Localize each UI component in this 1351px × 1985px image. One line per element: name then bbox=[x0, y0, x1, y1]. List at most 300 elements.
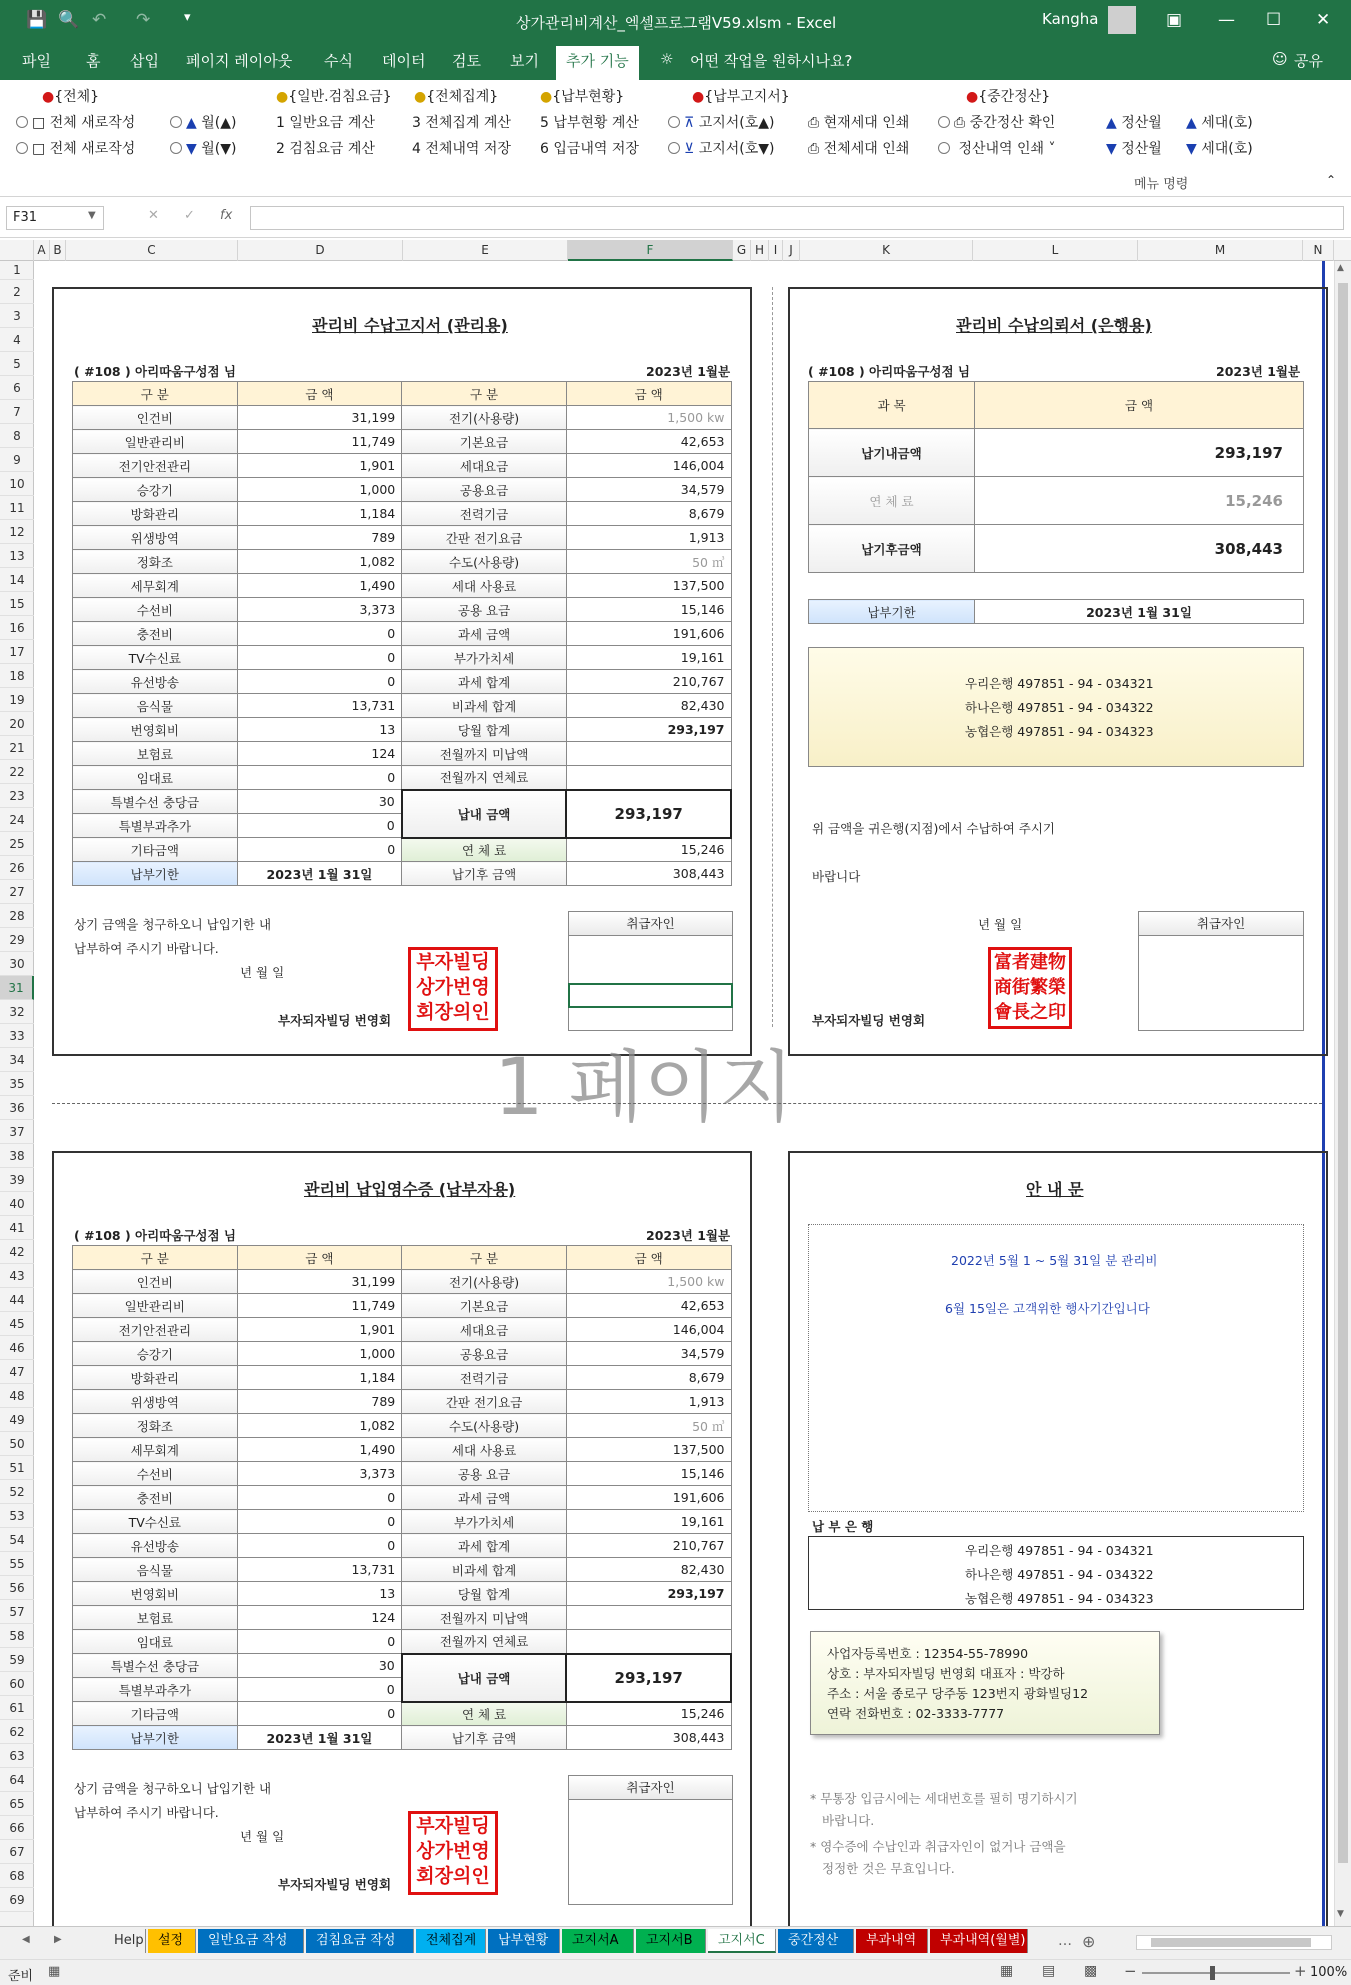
guide-title: 안 내 문 bbox=[1026, 1180, 1084, 1199]
fee-item-label: 승강기 bbox=[73, 478, 238, 502]
zoom-slider[interactable] bbox=[1142, 1972, 1290, 1974]
add-sheet-icon[interactable]: ⊕ bbox=[1082, 1932, 1096, 1951]
table-row bbox=[73, 1462, 732, 1486]
guide-note-1b: 바랍니다. bbox=[822, 1813, 875, 1828]
fee-item-label: 전기안전관리 bbox=[73, 1318, 238, 1342]
utility-item-label: 공용요금 bbox=[402, 1342, 567, 1366]
minimize-icon[interactable]: — bbox=[1218, 10, 1235, 30]
selected-cell-f31[interactable] bbox=[568, 983, 733, 1008]
row-header[interactable]: 11 bbox=[0, 496, 34, 520]
utility-item-amount: 42,653 bbox=[566, 430, 731, 454]
scroll-down-icon[interactable]: ▼ bbox=[1337, 1909, 1344, 1919]
guide-note-1: * 무통장 입금시에는 세대번호를 필히 명기하시기 bbox=[810, 1791, 1078, 1806]
deadline-value: 2023년 1월 31일 bbox=[237, 862, 402, 886]
normal-view-icon[interactable]: ▦ bbox=[1000, 1963, 1014, 1979]
utility-item-amount: 210,767 bbox=[566, 670, 731, 694]
row-header[interactable]: 45 bbox=[0, 1312, 34, 1336]
utility-item-amount: 1,913 bbox=[566, 1390, 731, 1414]
row-header[interactable]: 18 bbox=[0, 664, 34, 688]
utility-item-label: 과세 금액 bbox=[402, 622, 567, 646]
formula-input[interactable] bbox=[250, 206, 1344, 230]
utility-item-label: 세대요금 bbox=[402, 454, 567, 478]
fee-item-amount: 789 bbox=[237, 1390, 402, 1414]
utility-item-label: 기본요금 bbox=[402, 1294, 567, 1318]
sheet-tab[interactable]: 검침요금 작성 bbox=[306, 1929, 414, 1953]
sheet-tab[interactable]: 고지서C bbox=[708, 1929, 776, 1953]
row-header[interactable]: 51 bbox=[0, 1456, 34, 1480]
fee-item-amount: 31,199 bbox=[237, 406, 402, 430]
bank-r1-label: 납기내금액 bbox=[809, 429, 975, 477]
stamp-line: 商街繁榮 bbox=[994, 977, 1066, 998]
fee-item-amount: 124 bbox=[237, 742, 402, 766]
fee-item-label: 기타금액 bbox=[73, 1702, 238, 1726]
col-header-j[interactable]: J bbox=[783, 240, 800, 261]
row-header[interactable]: 50 bbox=[0, 1432, 34, 1456]
row-header[interactable]: 54 bbox=[0, 1528, 34, 1552]
due-amount: 293,197 bbox=[566, 1654, 731, 1702]
row-header[interactable]: 17 bbox=[0, 640, 34, 664]
table-header: 금 액 bbox=[566, 382, 731, 406]
table-row bbox=[73, 1582, 732, 1606]
row-header[interactable]: 48 bbox=[0, 1384, 34, 1408]
table-header: 구 분 bbox=[402, 1246, 567, 1270]
settle-month-down-button[interactable]: ▼ 정산월 bbox=[1106, 141, 1162, 157]
tab-file[interactable]: 파일 bbox=[22, 52, 51, 70]
bank-deadline-row bbox=[808, 599, 1304, 624]
bank-r2-value: 15,246 bbox=[975, 477, 1304, 525]
tab-insert[interactable]: 삽입 bbox=[130, 52, 159, 70]
macro-record-icon[interactable]: ▦ bbox=[48, 1964, 61, 1979]
row-header[interactable]: 10 bbox=[0, 472, 34, 496]
avatar[interactable] bbox=[1108, 6, 1136, 34]
row-header[interactable]: 9 bbox=[0, 448, 34, 472]
utility-item-label: 과세 합계 bbox=[402, 670, 567, 694]
col-header-e[interactable]: E bbox=[403, 240, 568, 261]
print-all-button[interactable]: ⎙ 전체세대 인쇄 bbox=[808, 141, 910, 157]
row-header[interactable]: 36 bbox=[0, 1096, 34, 1120]
fee-item-amount: 11,749 bbox=[237, 430, 402, 454]
horizontal-scrollbar[interactable] bbox=[1136, 1935, 1332, 1950]
notice-admin-title: 관리비 수납고지서 (관리용) bbox=[312, 316, 508, 335]
late-fee-label: 연 체 료 bbox=[402, 838, 567, 862]
guide-bank-title: 납 부 은 행 bbox=[812, 1519, 874, 1534]
tab-add-ins[interactable]: 추가 기능 bbox=[556, 46, 639, 80]
print-preview-icon[interactable]: 🔍 bbox=[58, 10, 80, 30]
row-header[interactable]: 15 bbox=[0, 592, 34, 616]
utility-item-amount: 137,500 bbox=[566, 1438, 731, 1462]
row-header[interactable]: 27 bbox=[0, 880, 34, 904]
row-header[interactable]: 43 bbox=[0, 1264, 34, 1288]
row-header[interactable]: 33 bbox=[0, 1024, 34, 1048]
notice-admin-date: 년 월 일 bbox=[240, 965, 285, 980]
utility-item-label: 전기(사용량) bbox=[402, 1270, 567, 1294]
row-header[interactable]: 25 bbox=[0, 832, 34, 856]
row-header[interactable]: 5 bbox=[0, 352, 34, 376]
row-header[interactable]: 12 bbox=[0, 520, 34, 544]
col-header-d[interactable]: D bbox=[238, 240, 403, 261]
lightbulb-icon[interactable]: ☼ bbox=[660, 50, 674, 68]
utility-item-amount: 293,197 bbox=[566, 718, 731, 742]
row-header[interactable]: 14 bbox=[0, 568, 34, 592]
tab-page-layout[interactable]: 페이지 레이아웃 bbox=[186, 52, 293, 70]
stamp-line: 會長之印 bbox=[994, 1002, 1066, 1023]
stamp-line: 상가번영 bbox=[416, 976, 490, 998]
table-row bbox=[73, 646, 732, 670]
table-row bbox=[73, 1366, 732, 1390]
fee-item-label: 보험료 bbox=[73, 1606, 238, 1630]
row-header[interactable]: 23 bbox=[0, 784, 34, 808]
row-header[interactable]: 1 bbox=[0, 261, 34, 280]
fee-item-amount: 0 bbox=[237, 1702, 402, 1726]
calc-payment-button[interactable]: 5 납부현황 계산 bbox=[540, 115, 639, 131]
save-icon[interactable]: 💾 bbox=[26, 10, 48, 30]
close-icon[interactable]: ✕ bbox=[1316, 10, 1331, 30]
sheet-tab[interactable]: 중간정산 bbox=[778, 1929, 854, 1953]
sheet-tab[interactable]: 고지서A bbox=[562, 1929, 634, 1953]
row-header[interactable]: 65 bbox=[0, 1792, 34, 1816]
tab-home[interactable]: 홈 bbox=[86, 52, 101, 70]
tab-view[interactable]: 보기 bbox=[510, 52, 539, 70]
table-row bbox=[73, 1390, 732, 1414]
insert-function-icon[interactable]: fx bbox=[220, 208, 233, 223]
after-due-label: 납기후 금액 bbox=[402, 1726, 567, 1750]
notice-up-button[interactable]: ⊼ 고지서(호▲) bbox=[668, 112, 775, 132]
row-header[interactable]: 53 bbox=[0, 1504, 34, 1528]
col-header-g[interactable]: G bbox=[733, 240, 751, 261]
row-header[interactable]: 40 bbox=[0, 1192, 34, 1216]
row-header[interactable]: 31 bbox=[0, 976, 34, 1000]
row-header[interactable]: 8 bbox=[0, 424, 34, 448]
row-header[interactable]: 34 bbox=[0, 1048, 34, 1072]
month-down-button[interactable]: ▼ 월(▼) bbox=[170, 138, 236, 158]
row-header[interactable]: 66 bbox=[0, 1816, 34, 1840]
window-title: 상가관리비계산_엑셀프로그램V59.xlsm - Excel bbox=[516, 14, 837, 32]
zoom-out-icon[interactable]: − bbox=[1124, 1962, 1137, 1980]
business-info-line: 연락 전화번호 : 02-3333-7777 bbox=[827, 1706, 1005, 1721]
utility-item-amount bbox=[566, 1606, 731, 1630]
user-name[interactable]: Kangha bbox=[1042, 10, 1099, 28]
tell-me-search[interactable]: 어떤 작업을 원하시나요? bbox=[690, 52, 853, 70]
sheet-tab[interactable]: 일반요금 작성 bbox=[198, 1929, 304, 1953]
table-row bbox=[73, 838, 732, 862]
fee-item-amount: 124 bbox=[237, 1606, 402, 1630]
fee-item-amount: 789 bbox=[237, 526, 402, 550]
utility-item-label: 수도(사용량) bbox=[402, 1414, 567, 1438]
utility-item-amount bbox=[566, 742, 731, 766]
fee-item-label: 유선방송 bbox=[73, 670, 238, 694]
tab-formulas[interactable]: 수식 bbox=[324, 52, 353, 70]
fee-item-label: 정화조 bbox=[73, 1414, 238, 1438]
col-header-l[interactable]: L bbox=[973, 240, 1138, 261]
row-header[interactable]: 41 bbox=[0, 1216, 34, 1240]
col-header-c[interactable]: C bbox=[66, 240, 238, 261]
settle-month-up-button[interactable]: ▲ 정산월 bbox=[1106, 115, 1162, 131]
redo-icon[interactable]: ↷ bbox=[136, 10, 151, 30]
row-header[interactable]: 56 bbox=[0, 1576, 34, 1600]
fee-item-label: 유선방송 bbox=[73, 1534, 238, 1558]
fee-item-label: 정화조 bbox=[73, 550, 238, 574]
print-current-button[interactable]: ⎙ 현재세대 인쇄 bbox=[808, 115, 910, 131]
sheet-tab[interactable]: 부과내역 bbox=[856, 1929, 928, 1953]
row-header[interactable]: 46 bbox=[0, 1336, 34, 1360]
row-header[interactable]: 35 bbox=[0, 1072, 34, 1096]
bank-r2-label: 연 체 료 bbox=[809, 477, 975, 525]
ribbon-display-icon[interactable]: ▣ bbox=[1166, 10, 1183, 30]
col-header-i[interactable]: I bbox=[769, 240, 783, 261]
fee-item-amount: 0 bbox=[237, 1510, 402, 1534]
row-header[interactable]: 4 bbox=[0, 328, 34, 352]
row-header[interactable]: 47 bbox=[0, 1360, 34, 1384]
row-header[interactable]: 38 bbox=[0, 1144, 34, 1168]
bank-h2: 금 액 bbox=[975, 382, 1304, 429]
table-row bbox=[73, 718, 732, 742]
fee-item-amount: 13,731 bbox=[237, 694, 402, 718]
title-bar bbox=[0, 0, 1351, 42]
col-header-f[interactable]: F bbox=[568, 240, 733, 261]
collapse-ribbon-icon[interactable]: ⌃ bbox=[1326, 173, 1337, 187]
col-header-k[interactable]: K bbox=[800, 240, 973, 261]
utility-item-amount: 191,606 bbox=[566, 1486, 731, 1510]
page-divider-vertical bbox=[772, 287, 773, 1027]
calc-general-button[interactable]: 1 일반요금 계산 bbox=[276, 115, 375, 131]
name-box-dropdown-icon[interactable]: ▼ bbox=[88, 210, 96, 221]
col-header-h[interactable]: H bbox=[751, 240, 769, 261]
row-header[interactable]: 22 bbox=[0, 760, 34, 784]
enter-formula-icon[interactable]: ✓ bbox=[184, 208, 195, 223]
utility-item-label: 과세 금액 bbox=[402, 1486, 567, 1510]
fee-item-label: 수선비 bbox=[73, 1462, 238, 1486]
column-headers bbox=[0, 240, 1351, 261]
sheet-tab[interactable]: Help bbox=[104, 1929, 146, 1953]
prev-sheet-icon[interactable]: ◀ bbox=[22, 1934, 30, 1945]
row-header[interactable]: 19 bbox=[0, 688, 34, 712]
row-header[interactable]: 21 bbox=[0, 736, 34, 760]
bank-r3-value: 308,443 bbox=[975, 525, 1304, 573]
guide-line-2: 6월 15일은 고객위한 행사기간입니다 bbox=[945, 1301, 1150, 1316]
utility-item-label: 수도(사용량) bbox=[402, 550, 567, 574]
scroll-thumb[interactable] bbox=[1338, 283, 1348, 1863]
notice-down-button[interactable]: ⊻ 고지서(호▼) bbox=[668, 138, 775, 158]
fee-item-label: TV수신료 bbox=[73, 1510, 238, 1534]
row-header[interactable]: 69 bbox=[0, 1888, 34, 1912]
row-header[interactable]: 64 bbox=[0, 1768, 34, 1792]
row-header[interactable]: 59 bbox=[0, 1648, 34, 1672]
utility-item-amount: 146,004 bbox=[566, 454, 731, 478]
row-header[interactable]: 28 bbox=[0, 904, 34, 928]
guide-note-2: * 영수증에 수납인과 취급자인이 없거나 금액을 bbox=[810, 1839, 1066, 1854]
fee-item-label: 충전비 bbox=[73, 622, 238, 646]
bank-date: 년 월 일 bbox=[978, 917, 1023, 932]
notice-admin-claim-2: 납부하여 주시기 바랍니다. bbox=[74, 941, 219, 956]
utility-item-amount: 293,197 bbox=[566, 1582, 731, 1606]
fee-item-label: 인건비 bbox=[73, 1270, 238, 1294]
sheet-tab[interactable]: 부과내역(월별) bbox=[930, 1929, 1028, 1953]
save-deposit-button[interactable]: 6 입금내역 저장 bbox=[540, 141, 639, 157]
calc-summary-button[interactable]: 3 전체집계 계산 bbox=[412, 115, 511, 131]
notice-bank-unit: ( #108 ) 아리따움구성점 님 bbox=[808, 364, 970, 379]
row-header[interactable]: 57 bbox=[0, 1600, 34, 1624]
table-row bbox=[73, 1438, 732, 1462]
row-header[interactable]: 42 bbox=[0, 1240, 34, 1264]
row-header[interactable]: 55 bbox=[0, 1552, 34, 1576]
fee-item-amount: 3,373 bbox=[237, 1462, 402, 1486]
fee-item-label: 승강기 bbox=[73, 1342, 238, 1366]
more-sheets-icon[interactable]: … bbox=[1058, 1933, 1072, 1949]
table-row bbox=[73, 622, 732, 646]
settle-check-button[interactable]: ⎙ 중간정산 확인 bbox=[938, 112, 1055, 132]
row-header[interactable]: 68 bbox=[0, 1864, 34, 1888]
bank-stamp bbox=[988, 947, 1072, 1029]
fee-item-label: 수선비 bbox=[73, 598, 238, 622]
row-header[interactable]: 58 bbox=[0, 1624, 34, 1648]
group-label-notice: ●{납부고지서} bbox=[692, 89, 790, 105]
fee-item-amount: 3,373 bbox=[237, 598, 402, 622]
col-header-b[interactable]: B bbox=[50, 240, 66, 261]
row-header[interactable]: 39 bbox=[0, 1168, 34, 1192]
unit-up-button[interactable]: ▲ 세대(호) bbox=[1186, 115, 1253, 131]
row-header[interactable]: 3 bbox=[0, 304, 34, 328]
notice-admin-unit: ( #108 ) 아리따움구성점 님 bbox=[74, 364, 236, 379]
next-sheet-icon[interactable]: ▶ bbox=[54, 1934, 62, 1945]
scroll-up-icon[interactable]: ▲ bbox=[1337, 263, 1344, 273]
row-header[interactable]: 29 bbox=[0, 928, 34, 952]
utility-item-amount: 8,679 bbox=[566, 502, 731, 526]
fee-item-amount: 13 bbox=[237, 1582, 402, 1606]
row-header[interactable]: 32 bbox=[0, 1000, 34, 1024]
utility-item-label: 전력기금 bbox=[402, 502, 567, 526]
table-row bbox=[73, 1726, 732, 1750]
undo-icon[interactable]: ↶ bbox=[92, 10, 107, 30]
utility-item-amount: 19,161 bbox=[566, 1510, 731, 1534]
calc-meter-button[interactable]: 2 검침요금 계산 bbox=[276, 141, 375, 157]
fee-item-amount: 13,731 bbox=[237, 1558, 402, 1582]
row-header[interactable]: 26 bbox=[0, 856, 34, 880]
fee-item-label: 임대료 bbox=[73, 1630, 238, 1654]
page-layout-view-icon[interactable]: ▤ bbox=[1042, 1963, 1056, 1979]
select-all-corner[interactable] bbox=[0, 240, 34, 261]
fee-item-amount: 0 bbox=[237, 646, 402, 670]
utility-item-label: 비과세 합계 bbox=[402, 694, 567, 718]
row-header[interactable]: 67 bbox=[0, 1840, 34, 1864]
row-header[interactable]: 52 bbox=[0, 1480, 34, 1504]
col-header-a[interactable]: A bbox=[34, 240, 50, 261]
person-icon[interactable]: ☺ bbox=[1272, 50, 1288, 68]
row-header[interactable]: 44 bbox=[0, 1288, 34, 1312]
row-header[interactable]: 16 bbox=[0, 616, 34, 640]
row-header[interactable]: 62 bbox=[0, 1720, 34, 1744]
row-header[interactable]: 49 bbox=[0, 1408, 34, 1432]
utility-item-amount: 146,004 bbox=[566, 1318, 731, 1342]
sheet-tab[interactable]: 전체집계 bbox=[416, 1929, 486, 1953]
bank-deadline-label: 납부기한 bbox=[809, 600, 975, 624]
unit-down-button[interactable]: ▼ 세대(호) bbox=[1186, 141, 1253, 157]
row-header[interactable]: 63 bbox=[0, 1744, 34, 1768]
fee-item-amount: 0 bbox=[237, 1678, 402, 1702]
vertical-scrollbar[interactable] bbox=[1334, 261, 1351, 1926]
row-header[interactable]: 37 bbox=[0, 1120, 34, 1144]
tab-review[interactable]: 검토 bbox=[452, 52, 481, 70]
col-header-m[interactable]: M bbox=[1138, 240, 1303, 261]
row-header[interactable]: 7 bbox=[0, 400, 34, 424]
fee-item-label: 인건비 bbox=[73, 406, 238, 430]
fee-item-label: 특별수선 충당금 bbox=[73, 790, 238, 814]
row-header[interactable]: 60 bbox=[0, 1672, 34, 1696]
stamp-line: 회장의인 bbox=[416, 1865, 490, 1887]
handler-label: 취급자인 bbox=[569, 1776, 732, 1800]
utility-item-label: 당월 합계 bbox=[402, 718, 567, 742]
row-header[interactable]: 20 bbox=[0, 712, 34, 736]
utility-item-amount: 1,500 kw bbox=[566, 1270, 731, 1294]
utility-item-amount bbox=[566, 1630, 731, 1654]
page-break-view-icon[interactable]: ▩ bbox=[1084, 1963, 1098, 1979]
share-button[interactable]: 공유 bbox=[1294, 52, 1323, 70]
bank-message-2: 바랍니다 bbox=[812, 869, 861, 884]
bank-handler-box bbox=[1138, 911, 1304, 1031]
all-new-button-2[interactable]: □ 전체 새로작성 bbox=[16, 138, 135, 158]
fee-item-label: 위생방역 bbox=[73, 526, 238, 550]
fee-item-amount: 0 bbox=[237, 622, 402, 646]
maximize-icon[interactable]: ☐ bbox=[1266, 10, 1282, 30]
receipt-handler-box bbox=[568, 1775, 733, 1905]
utility-item-label: 전력기금 bbox=[402, 1366, 567, 1390]
tab-data[interactable]: 데이터 bbox=[382, 52, 426, 70]
bank-message-1: 위 금액을 귀은행(지점)에서 수납하여 주시기 bbox=[812, 821, 1055, 836]
row-header[interactable]: 2 bbox=[0, 280, 34, 304]
customize-toolbar-icon[interactable]: ▾ bbox=[184, 10, 191, 25]
notice-admin-month: 2023년 1월분 bbox=[646, 364, 731, 379]
cancel-formula-icon[interactable]: ✕ bbox=[148, 208, 159, 223]
row-header[interactable]: 6 bbox=[0, 376, 34, 400]
table-row bbox=[73, 478, 732, 502]
zoom-level[interactable]: 100% bbox=[1310, 1965, 1348, 1980]
save-all-button[interactable]: 4 전체내역 저장 bbox=[412, 141, 511, 157]
fee-item-amount: 0 bbox=[237, 838, 402, 862]
all-new-button[interactable]: □ 전체 새로작성 bbox=[16, 112, 135, 132]
sheet-tab[interactable]: 설정 bbox=[148, 1929, 196, 1953]
fee-item-amount: 1,901 bbox=[237, 454, 402, 478]
row-header[interactable]: 61 bbox=[0, 1696, 34, 1720]
fee-item-amount: 0 bbox=[237, 1486, 402, 1510]
sheet-tab[interactable]: 고지서B bbox=[636, 1929, 706, 1953]
row-header[interactable]: 30 bbox=[0, 952, 34, 976]
utility-item-label: 당월 합계 bbox=[402, 1582, 567, 1606]
status-bar bbox=[0, 1959, 1351, 1985]
deadline-label: 납부기한 bbox=[73, 862, 238, 886]
row-header[interactable]: 24 bbox=[0, 808, 34, 832]
fee-item-label: 방화관리 bbox=[73, 1366, 238, 1390]
settle-print-button[interactable]: 정산내역 인쇄 ˅ bbox=[938, 138, 1056, 158]
utility-item-amount: 50 ㎥ bbox=[566, 550, 731, 574]
fee-item-amount: 31,199 bbox=[237, 1270, 402, 1294]
fee-item-amount: 1,082 bbox=[237, 1414, 402, 1438]
zoom-slider-thumb[interactable] bbox=[1210, 1966, 1215, 1980]
row-header[interactable]: 13 bbox=[0, 544, 34, 568]
zoom-in-icon[interactable]: + bbox=[1294, 1962, 1307, 1980]
sheet-tab[interactable]: 납부현황 bbox=[488, 1929, 560, 1953]
table-row bbox=[73, 790, 732, 814]
group-label-summary: ●{전체집계} bbox=[414, 89, 499, 105]
utility-item-amount: 42,653 bbox=[566, 1294, 731, 1318]
utility-item-label: 간판 전기요금 bbox=[402, 1390, 567, 1414]
col-header-n[interactable]: N bbox=[1303, 240, 1334, 261]
month-up-button[interactable]: ▲ 월(▲) bbox=[170, 112, 236, 132]
sheet-tab-bar bbox=[0, 1926, 1351, 1959]
sheet-grid[interactable] bbox=[34, 261, 1334, 1926]
hscroll-thumb[interactable] bbox=[1151, 1938, 1311, 1947]
name-box[interactable]: F31 bbox=[6, 206, 104, 230]
fee-item-amount: 13 bbox=[237, 718, 402, 742]
after-due-amount: 308,443 bbox=[566, 862, 731, 886]
